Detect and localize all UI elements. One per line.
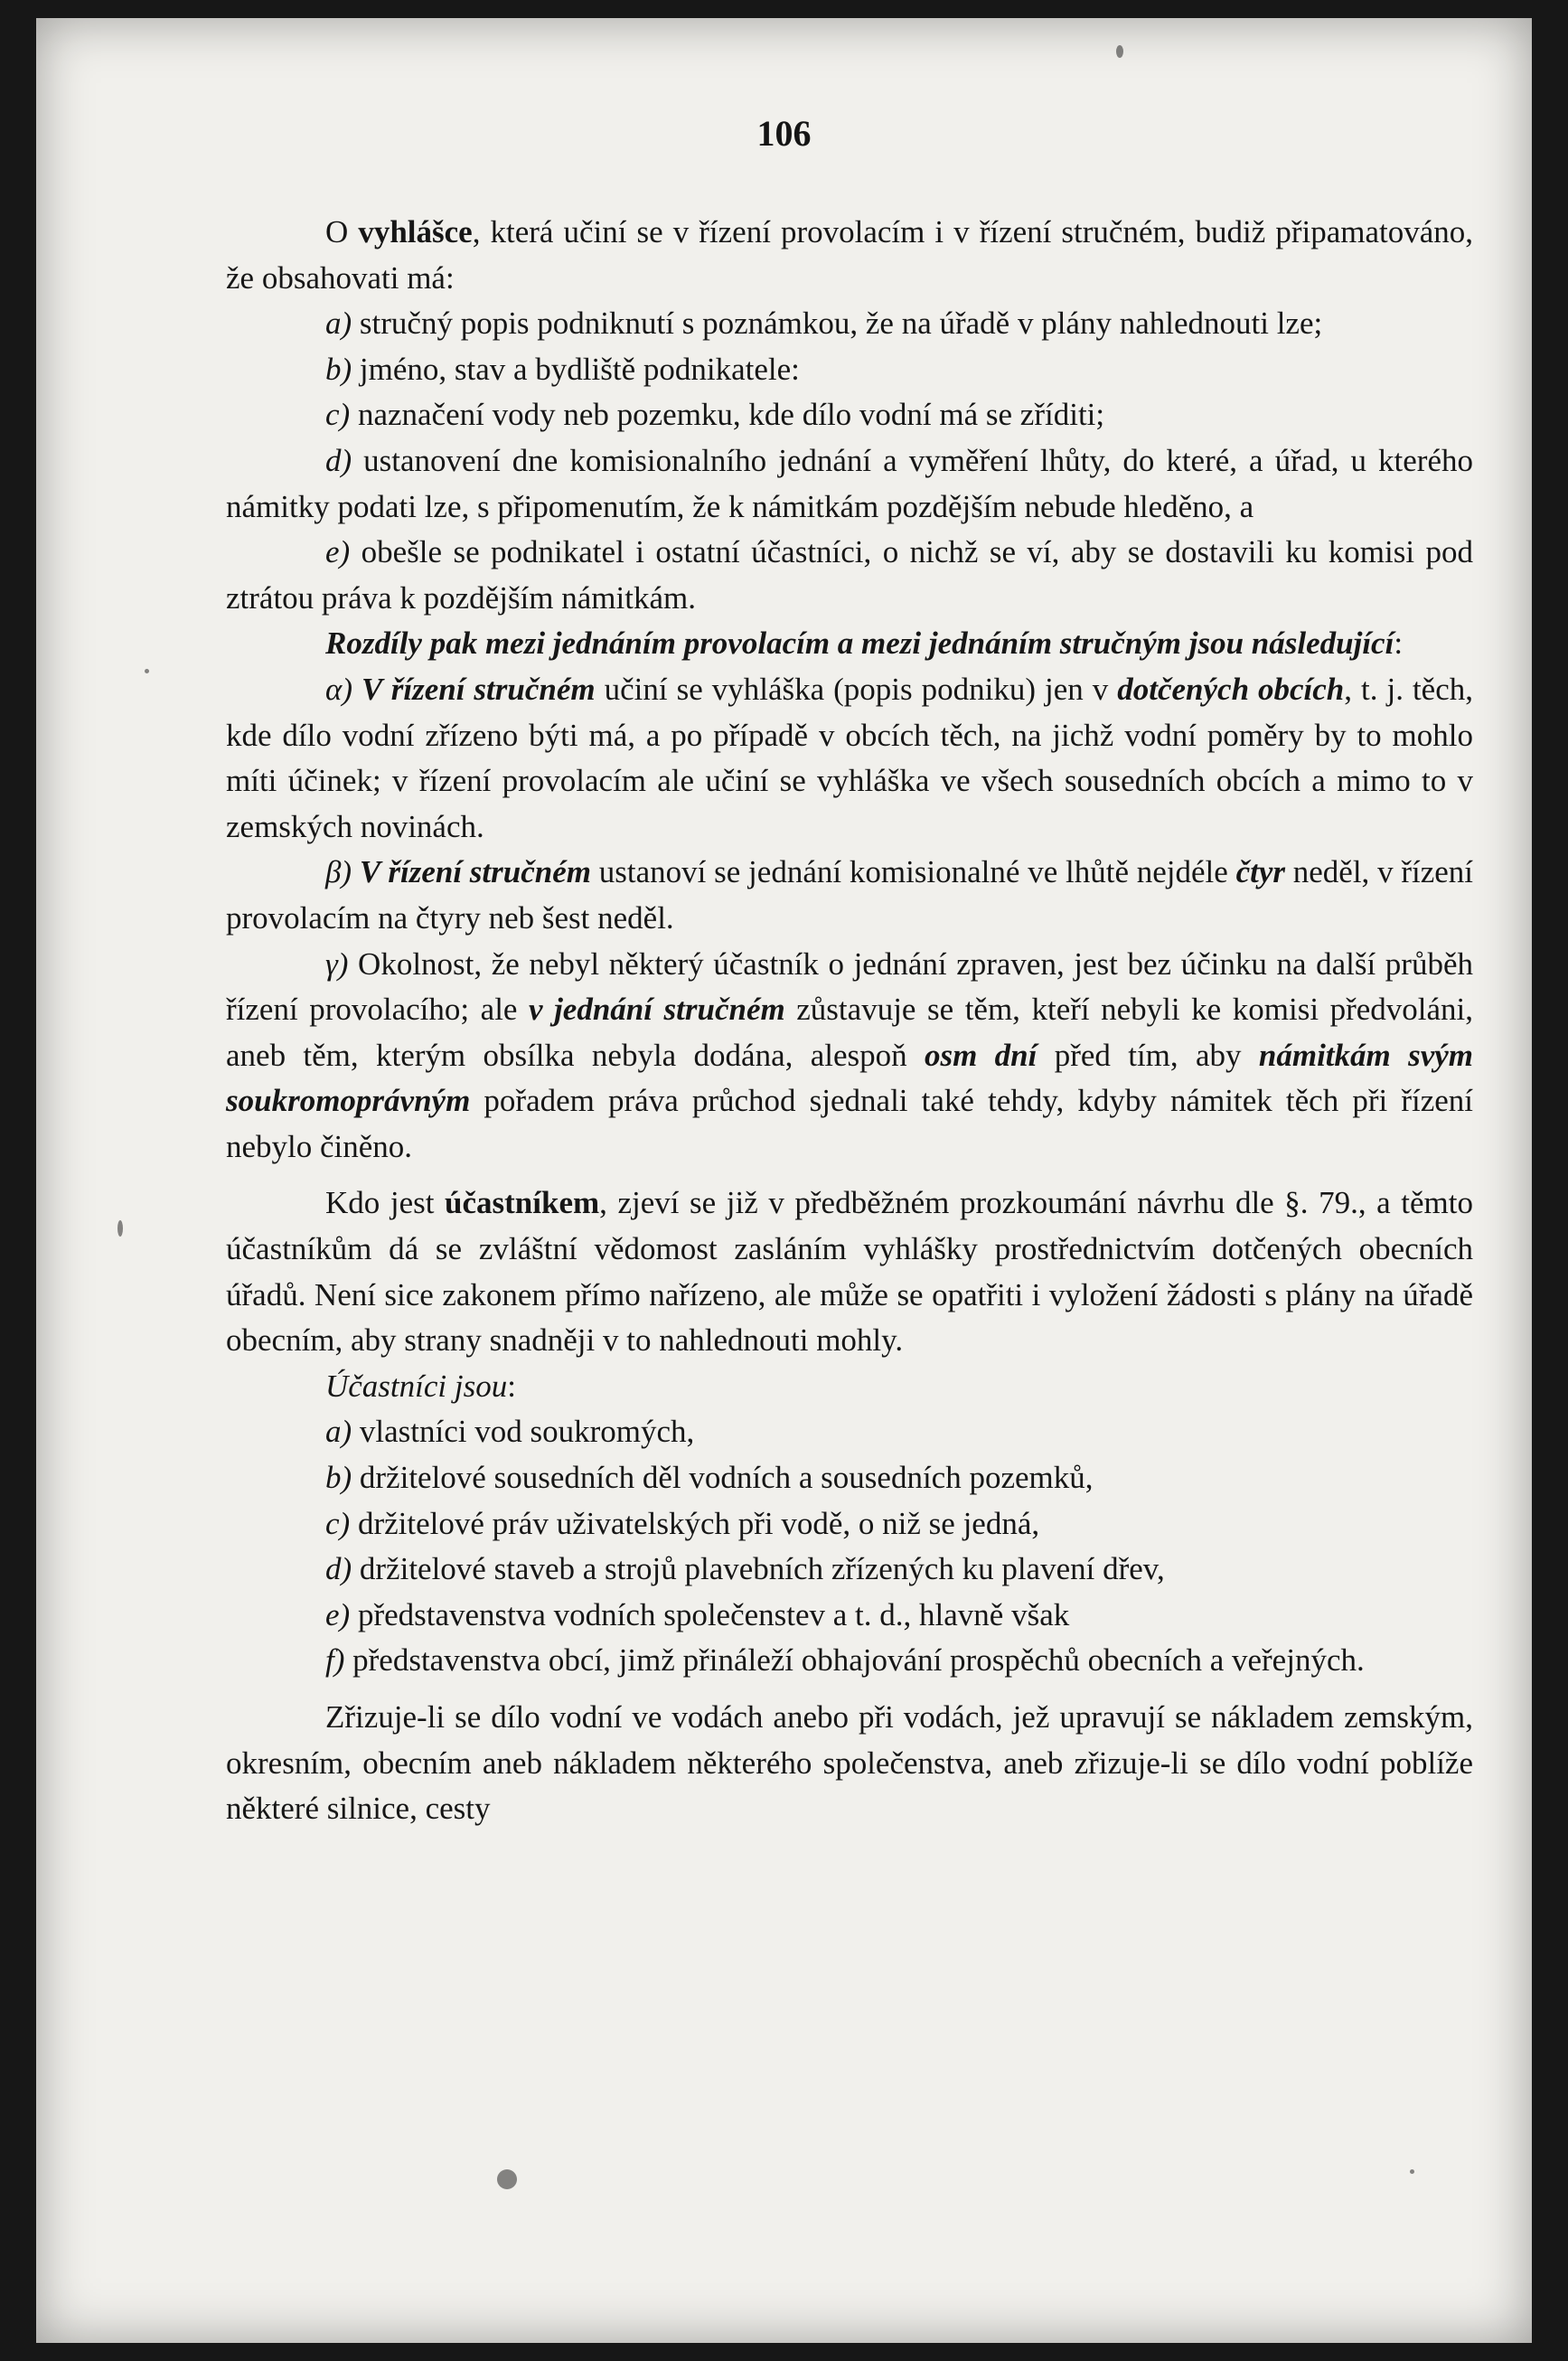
page-number: 106: [756, 113, 812, 154]
participant-d: d) držitelové staveb a strojů plavebních zřízených ku plavení dřev,: [325, 1551, 1165, 1587]
list-marker: c): [325, 397, 351, 433]
list-marker: f): [325, 1642, 345, 1679]
difference-beta: β) V řízení stručném ustanoví se jednání komisionalné ve lhůtě nejdéle čtyr neděl, v řízení provolacím na čtyry neb šest neděl.: [226, 854, 1474, 936]
participant-a: a) vlastníci vod soukromých,: [325, 1414, 695, 1450]
list-item-b: b) jméno, stav a bydliště podnikatele:: [325, 351, 800, 387]
list-marker: b): [325, 1460, 352, 1496]
scan-speck: [117, 1220, 123, 1237]
list-marker: c): [325, 1505, 351, 1541]
participants-heading: Účastníci jsou:: [325, 1368, 516, 1404]
list-item-d: d) ustanovení dne komisionalního jednání a vyměření lhůty, do které, a úřad, u kterého námitky podati lze, s připomenutím, že k námitkám pozdějším nebude hleděno, a: [226, 442, 1473, 524]
scan-speck: [497, 2169, 517, 2189]
list-item-e: e) obešle se podnikatel i ostatní účastníci, o nichž se ví, aby se dostavili ku komisi pod ztrátou práva k pozdějším námitkám.: [226, 534, 1473, 616]
participant-c: c) držitelové práv uživatelských při vodě, o niž se jedná,: [325, 1505, 1040, 1541]
list-marker: a): [325, 306, 352, 342]
body-text: [226, 210, 1473, 1832]
term-vyhlaska: vyhlášce: [358, 214, 473, 249]
list-marker: e): [325, 534, 351, 570]
paragraph-construction: Zřizuje-li se dílo vodní ve vodách anebo při vodách, jež upravují se nákladem zemským, okresním, obecním aneb nákladem některého společenstva, aneb zřizuje-li se dílo vodní poblíže některé silnice, cesty: [226, 1699, 1473, 1827]
difference-gamma: γ) Okolnost, že nebyl některý účastník o jednání zpraven, jest bez účinku na další průběh řízení provolacího; ale v jednání stručném zůstavuje se těm, kteří nebyli ke komisi předvoláni, aneb těm, kterým obsílka nebyla dodána, alespoň osm dní před tím, aby námitkám svým soukromoprávným pořadem práva průchod sjednali také tehdy, kdyby námitek těch při řízení nebylo činěno.: [226, 945, 1474, 1164]
list-marker: d): [325, 1551, 352, 1587]
paragraph-announcement: O vyhlášce, která učiní se v řízení provolacím i v řízení stručném, budiž připamatováno, že obsahovati má:: [226, 214, 1473, 296]
difference-alpha: α) V řízení stručném učiní se vyhláška (popis podniku) jen v dotčených obcích, t. j. těch, kde dílo vodní zřízeno býti má, a po případě v obcích těch, na jichž vodní poměry by to mohlo míti účinek; v řízení provolacím ale učiní se vyhláška ve všech sousedních obcích a mimo to v zemských novinách.: [226, 671, 1473, 844]
list-marker: b): [325, 351, 352, 387]
list-marker: d): [325, 442, 352, 478]
scan-speck: [1116, 45, 1123, 58]
list-marker: a): [325, 1414, 352, 1450]
list-marker: e): [325, 1596, 351, 1632]
list-item-c: c) naznačení vody neb pozemku, kde dílo vodní má se zříditi;: [325, 397, 1105, 433]
list-marker: γ): [325, 945, 349, 982]
list-marker: β): [325, 854, 352, 890]
participant-f: f) představenstva obcí, jimž přináleží obhajování prospěchů obecních a veřejných.: [325, 1642, 1365, 1679]
paragraph-participants: Kdo jest účastníkem, zjeví se již v předběžném prozkoumání návrhu dle §. 79., a těmto účastníkům dá se zvláštní vědomost zasláním vyhlášky prostřednictvím dotčených obecních úřadů. Není sice zakonem přímo nařízeno, ale může se opatřiti i vyložení žádosti s plány na úřadě obecním, aby strany snadněji v to nahlednouti mohly.: [226, 1185, 1473, 1359]
list-item-a: a) stručný popis podniknutí s poznámkou, že na úřadě v plány nahlednouti lze;: [325, 306, 1323, 342]
book-page: [36, 18, 1532, 2343]
scan-speck: [145, 669, 149, 673]
scan-speck: [1410, 2169, 1414, 2174]
participant-e: e) představenstva vodních společenstev a t. d., hlavně však: [325, 1596, 1070, 1632]
participant-b: b) držitelové sousedních děl vodních a sousedních pozemků,: [325, 1460, 1094, 1496]
paragraph-differences-heading: Rozdíly pak mezi jednáním provolacím a mezi jednáním stručným jsou následující:: [325, 626, 1404, 662]
list-marker: α): [325, 671, 353, 707]
term-ucastnik: účastníkem: [445, 1185, 600, 1221]
